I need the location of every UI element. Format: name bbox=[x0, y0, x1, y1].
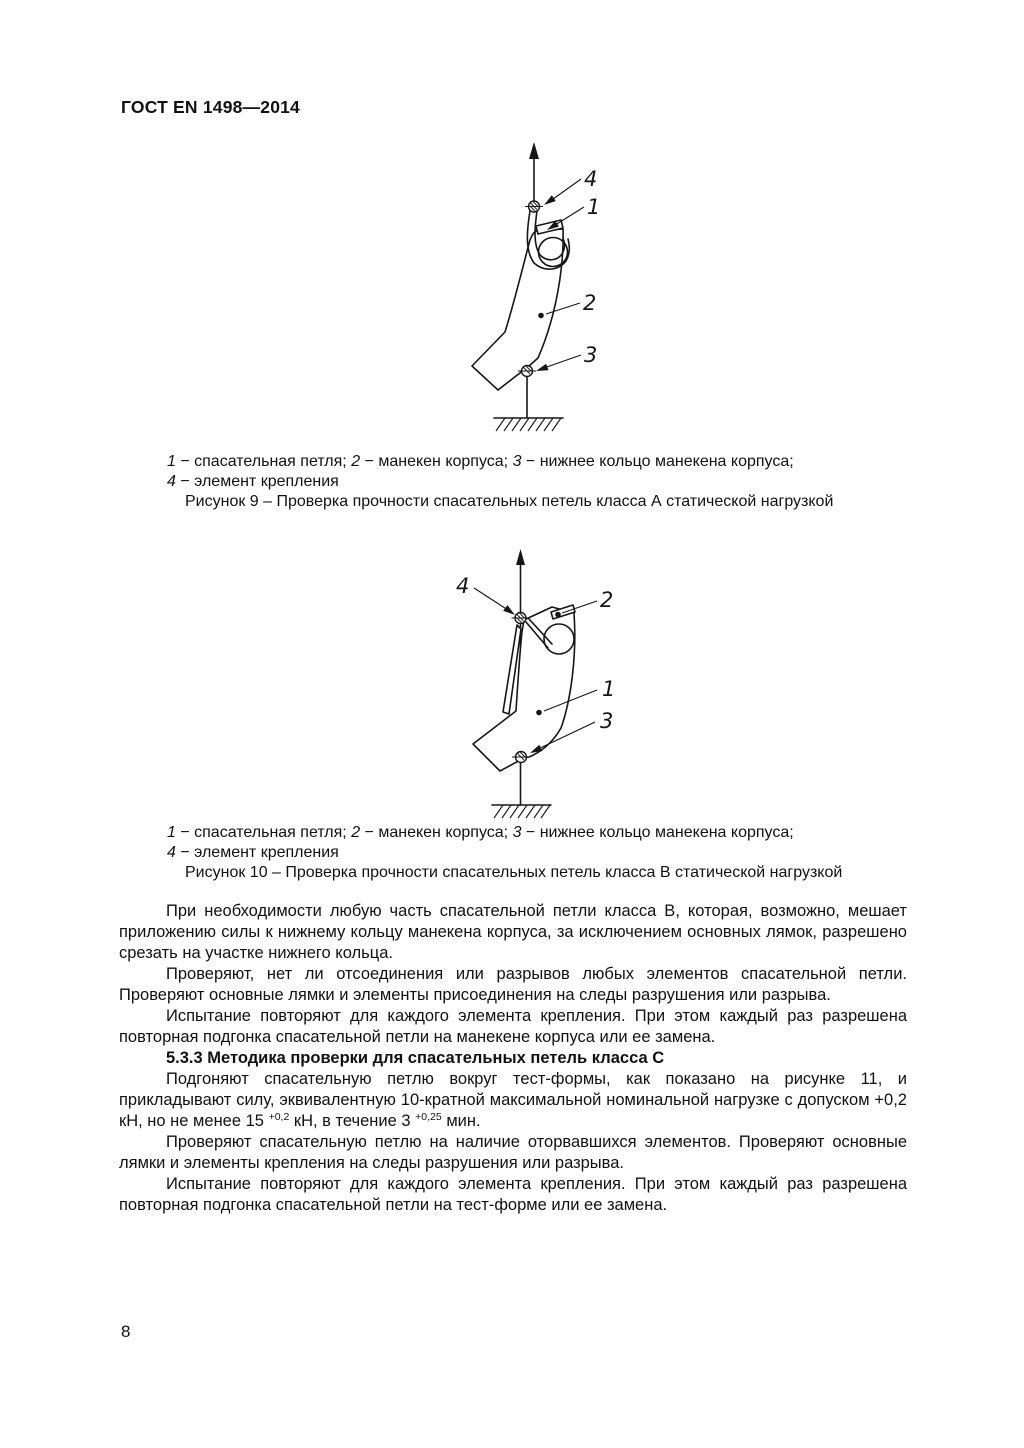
figure-label-1: 1 bbox=[587, 195, 601, 219]
figure-label-3: 3 bbox=[600, 709, 614, 733]
legend-text: − манекен корпуса; bbox=[360, 824, 513, 841]
legend-text: − спасательная петля; bbox=[175, 453, 352, 470]
body-text bbox=[119, 901, 907, 1216]
ground-hatch bbox=[494, 805, 550, 818]
callout-3 bbox=[536, 343, 597, 371]
figure-label-1: 1 bbox=[602, 677, 616, 701]
legend-text: − спасательная петля; bbox=[175, 824, 352, 841]
ground bbox=[492, 805, 551, 818]
document-header: ГОСТ EN 1498—2014 bbox=[121, 97, 300, 117]
upward-arrow bbox=[529, 142, 539, 200]
legend-num: 1 bbox=[167, 824, 176, 841]
figure-9-legend bbox=[120, 452, 920, 512]
figure-9-caption: Рисунок 9 – Проверка прочности спасательных петель класса А статической нагрузкой bbox=[185, 493, 834, 510]
legend-num: 2 bbox=[351, 824, 361, 841]
paragraph: Испытание повторяют для каждого элемента крепления. При этом каждый раз разрешена повторная подгонка спасательной петли на манекене корпуса или ее замена. bbox=[119, 1007, 907, 1046]
figure-label-4: 4 bbox=[584, 167, 598, 191]
figure-label-3: 3 bbox=[584, 343, 598, 367]
ground-hatch bbox=[496, 418, 561, 431]
torso-dummy bbox=[473, 605, 575, 771]
legend-text: − манекен корпуса; bbox=[360, 453, 513, 470]
figure-9-diagram bbox=[420, 130, 680, 450]
legend-num: 4 bbox=[167, 844, 176, 861]
legend-num: 2 bbox=[351, 453, 361, 470]
figure-10-legend bbox=[120, 823, 920, 883]
paragraph: При необходимости любую часть спасательной петли класса В, которая, возможно, мешает приложению силы к нижнему кольцу манекена корпуса, за исключением основных лямок, разрешено срезать на участке нижнего кольца. bbox=[119, 902, 907, 962]
paragraph-segment: кН, в течение 3 bbox=[289, 1112, 416, 1130]
callout-4 bbox=[456, 574, 515, 615]
figure-label-2: 2 bbox=[600, 588, 614, 612]
paragraph-with-tolerances bbox=[119, 1069, 907, 1132]
figure-label-4: 4 bbox=[456, 574, 470, 598]
figure-10-caption: Рисунок 10 – Проверка прочности спасательных петель класса В статической нагрузкой bbox=[185, 864, 843, 881]
tolerance-superscript: +0,25 bbox=[415, 1111, 442, 1123]
page-number: 8 bbox=[121, 1322, 131, 1341]
section-heading-5-3-3: 5.3.3 Методика проверки для спасательных петель класса С bbox=[166, 1049, 665, 1067]
legend-text: − нижнее кольцо манекена корпуса; bbox=[521, 453, 794, 470]
paragraph: Проверяют спасательную петлю на наличие оторвавшихся элементов. Проверяют основные лямки и элементы крепления на следы разрушения или разрыва. bbox=[119, 1133, 907, 1172]
legend-text: − нижнее кольцо манекена корпуса; bbox=[521, 824, 794, 841]
legend-text: − элемент крепления bbox=[175, 473, 339, 490]
legend-num: 4 bbox=[167, 473, 176, 490]
figure-9 bbox=[420, 130, 680, 450]
paragraph: Проверяют, нет ли отсоединения или разрывов любых элементов спасательной петли. Проверяют основные лямки и элементы присоединения на следы разрушения или разрыва. bbox=[119, 965, 907, 1004]
legend-num: 3 bbox=[512, 453, 522, 470]
legend-num: 3 bbox=[512, 824, 522, 841]
figure-10-diagram bbox=[430, 540, 680, 830]
paragraph-segment: Подгоняют спасательную петлю вокруг тест-формы, как показано на рисунке 11, и прикладывают силу, эквивалентную 10-кратной максимальной номинальной нагрузке с допуском +0,2 кН, но не менее 15 bbox=[119, 1070, 907, 1130]
legend-text: − элемент крепления bbox=[175, 844, 339, 861]
legend-line-1 bbox=[120, 823, 920, 843]
figure-label-2: 2 bbox=[583, 291, 597, 315]
figure-10 bbox=[430, 540, 680, 830]
callout-2 bbox=[555, 588, 613, 617]
legend-line-2 bbox=[120, 843, 920, 863]
paragraph-segment: мин. bbox=[441, 1112, 481, 1130]
legend-line-1 bbox=[120, 452, 920, 472]
legend-line-2 bbox=[120, 472, 920, 492]
legend-num: 1 bbox=[167, 453, 176, 470]
upward-arrow bbox=[516, 549, 525, 612]
tolerance-superscript: +0,2 bbox=[268, 1111, 290, 1123]
paragraph: Испытание повторяют для каждого элемента крепления. При этом каждый раз разрешена повторная подгонка спасательной петли на тест-форме или ее замена. bbox=[119, 1175, 907, 1214]
attachment-ring bbox=[525, 201, 543, 212]
